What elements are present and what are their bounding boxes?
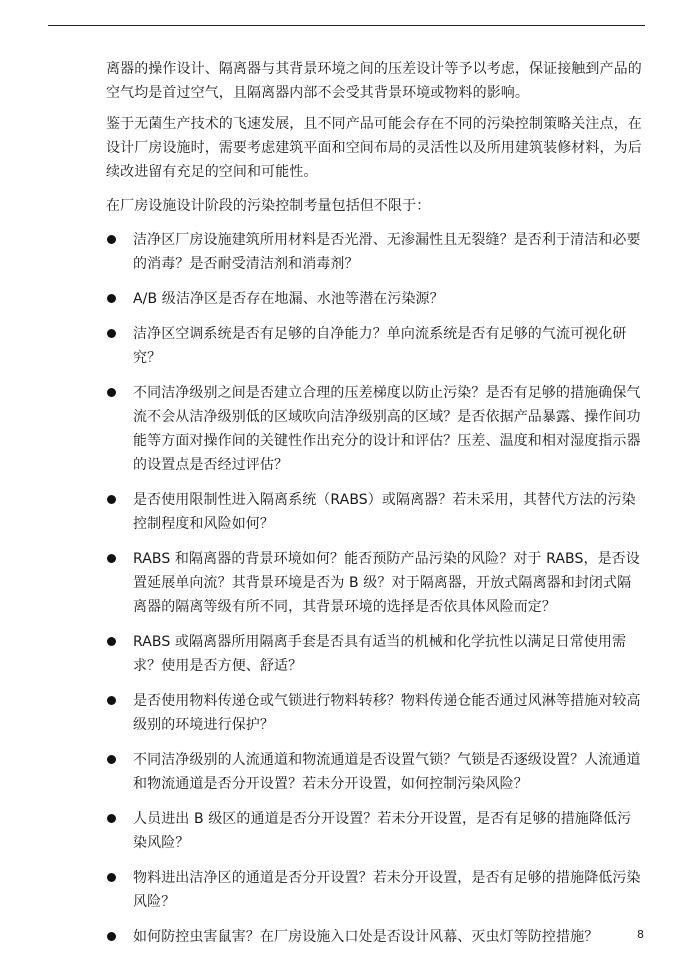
list-item-text: RABS 和隔离器的背景环境如何？能否预防产品污染的风险？对于 RABS，是否设置延展单向流？其背景环境是否为 B 级？对于隔离器，开放式隔离器和封闭式隔离器的隔离等级有所不同，其背景环境的选择是否依具体风险而定？ [133, 551, 640, 615]
list-item [106, 322, 642, 370]
list-item [106, 228, 642, 276]
bullet-icon [107, 329, 116, 338]
bullet-icon [107, 388, 116, 397]
bullet-icon [107, 235, 116, 244]
list-item-text: A/B 级洁净区是否存在地漏、水池等潜在污染源？ [133, 291, 444, 307]
bullet-icon [107, 932, 116, 941]
bullet-icon [107, 554, 116, 563]
bullet-icon [107, 755, 116, 764]
list-item [106, 807, 642, 855]
list-item [106, 748, 642, 796]
bullet-icon [107, 873, 116, 882]
list-item-text: 人员进出 B 级区的通道是否分开设置？若未分开设置，是否有足够的措施降低污染风险？ [133, 811, 632, 851]
bullet-icon [107, 814, 116, 823]
list-item-text: 是否使用物料传递仓或气锁进行物料转移？物料传递仓能否通过风淋等措施对较高级别的环境进行保护？ [133, 693, 641, 733]
bullet-icon [107, 294, 116, 303]
list-item-text: 如何防控虫害鼠害？在厂房设施入口处是否设计风幕、灭虫灯等防控措施？ [133, 929, 599, 945]
paragraph-flexibility: 鉴于无菌生产技术的飞速发展，且不同产品可能会存在不同的污染控制策略关注点，在设计厂房设施时，需要考虑建筑平面和空间布局的灵活性以及所用建筑装修材料，为后续改进留有充足的空间和可能性。 [106, 116, 642, 180]
bullet-icon [107, 696, 116, 705]
list-item [106, 488, 642, 536]
document-body [106, 57, 642, 960]
list-item [106, 866, 642, 914]
list-item [106, 287, 642, 311]
paragraph-considerations-intro: 在厂房设施设计阶段的污染控制考量包括但不限于： [106, 198, 431, 214]
list-item-text: 物料进出洁净区的通道是否分开设置？若未分开设置，是否有足够的措施降低污染风险？ [133, 870, 641, 910]
list-item [106, 689, 642, 737]
list-item-text: 洁净区空调系统是否有足够的自净能力？单向流系统是否有足够的气流可视化研究？ [133, 326, 627, 366]
page-number: 8 [637, 928, 644, 941]
list-item [106, 630, 642, 678]
list-item-text: 不同洁净级别之间是否建立合理的压差梯度以防止污染？是否有足够的措施确保气流不会从洁净级别低的区域吹向洁净级别高的区域？是否依据产品暴露、操作间功能等方面对操作间的关键性作出充分的设计和评估？压差、温度和相对湿度指示器的设置点是否经过评估？ [133, 385, 641, 473]
bullet-icon [107, 495, 116, 504]
list-item-text: RABS 或隔离器所用隔离手套是否具有适当的机械和化学抗性以满足日常使用需求？使用是否方便、舒适？ [133, 634, 627, 674]
list-item-text: 不同洁净级别的人流通道和物流通道是否设置气锁？气锁是否逐级设置？人流通道和物流通道是否分开设置？若未分开设置，如何控制污染风险？ [133, 752, 641, 792]
bullet-icon [107, 637, 116, 646]
header-rule [48, 25, 645, 26]
list-item [106, 547, 642, 619]
paragraph-isolator-design: 离器的操作设计、隔离器与其背景环境之间的压差设计等予以考虑，保证接触到产品的空气均是首过空气，且隔离器内部不会受其背景环境或物料的影响。 [106, 61, 642, 101]
list-item [106, 925, 642, 949]
list-item-text: 洁净区厂房设施建筑所用材料是否光滑、无渗漏性且无裂缝？是否利于清洁和必要的消毒？是否耐受清洁剂和消毒剂？ [133, 232, 641, 272]
considerations-list [106, 228, 642, 949]
list-item-text: 是否使用限制性进入隔离系统（RABS）或隔离器？若未采用，其替代方法的污染控制程度和风险如何？ [133, 492, 636, 532]
list-item [106, 381, 642, 477]
